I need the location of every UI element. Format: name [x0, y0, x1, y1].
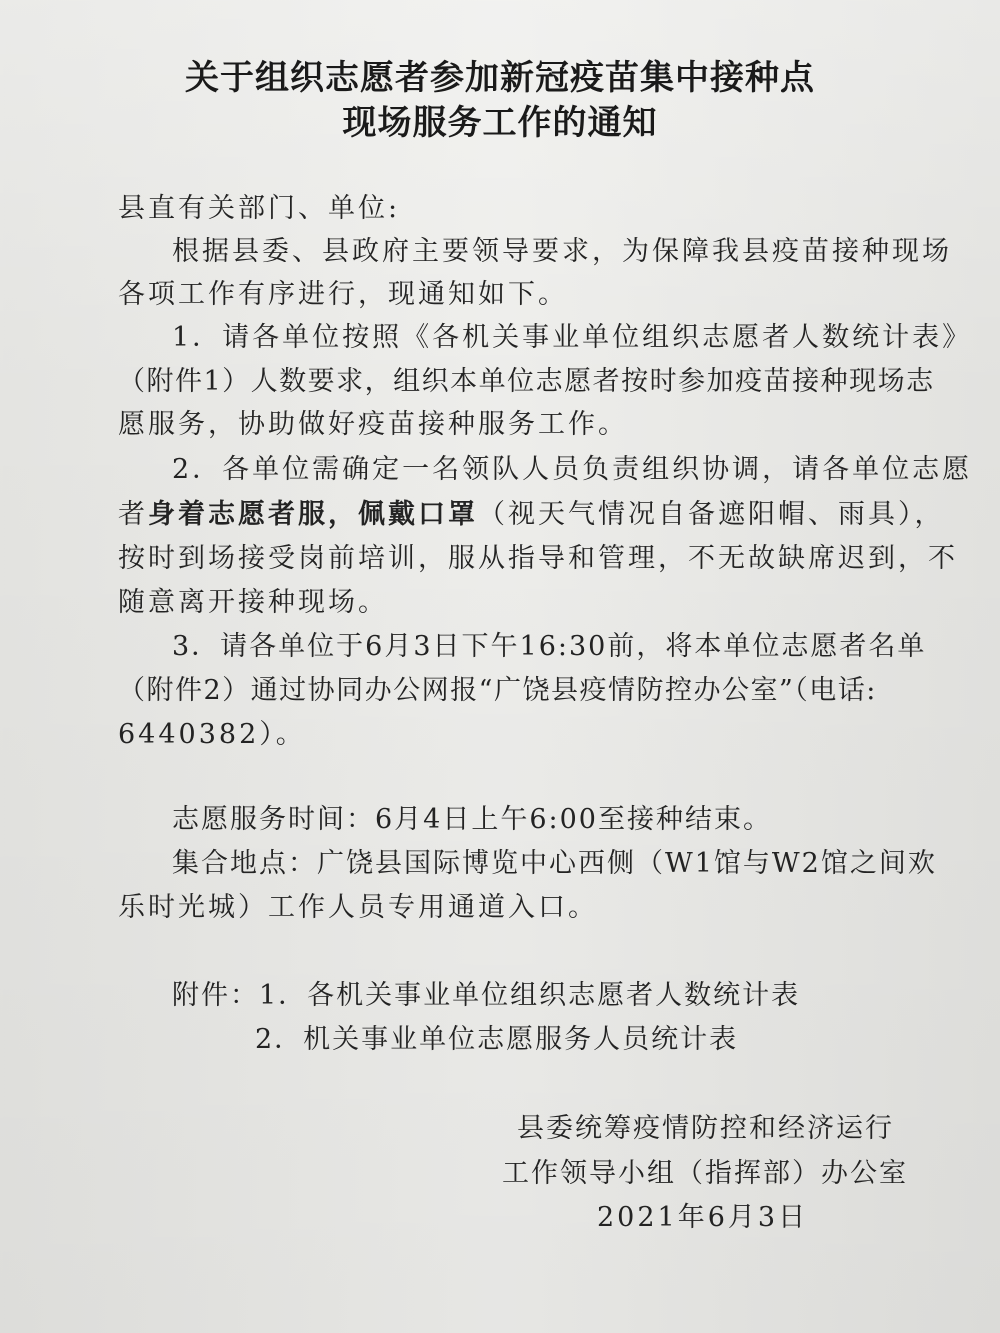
- attachments-line-2: 2．机关事业单位志愿服务人员统计表: [255, 1024, 739, 1055]
- item3-line-2: （附件2）通过协同办公网报“广饶县疫情防控办公室”（电话:: [118, 675, 877, 706]
- meeting-place-line-1: 集合地点：广饶县国际博览中心西侧（W1馆与W2馆之间欢: [172, 848, 937, 879]
- signature-date: 2021年6月3日: [597, 1202, 809, 1233]
- item1-line-3: 愿服务，协助做好疫苗接种服务工作。: [118, 409, 628, 440]
- item2-emphasis-text: 身着志愿者服，佩戴口罩: [148, 499, 478, 530]
- item2-line-1: 2．各单位需确定一名领队人员负责组织协调，请各单位志愿: [172, 454, 973, 485]
- intro-line-1: 根据县委、县政府主要领导要求，为保障我县疫苗接种现场: [172, 236, 952, 267]
- item1-line-2: （附件1）人数要求，组织本单位志愿者按时参加疫苗接种现场志: [118, 366, 935, 397]
- attachments-line-1: 附件：1．各机关事业单位组织志愿者人数统计表: [172, 980, 801, 1011]
- document-title-line-2: 现场服务工作的通知: [342, 103, 658, 143]
- item2-line-4: 随意离开接种现场。: [118, 587, 388, 618]
- document-title-line-1: 关于组织志愿者参加新冠疫苗集中接种点: [185, 58, 815, 98]
- salutation: 县直有关部门、单位:: [118, 193, 401, 224]
- item3-line-1: 3．请各单位于6月3日下午16:30前，将本单位志愿者名单: [172, 631, 927, 662]
- item2-line-3: 按时到场接受岗前培训，服从指导和管理，不无故缺席迟到，不: [118, 543, 958, 574]
- item2-line-2-tail: （视天气情况自备遮阳帽、雨具），: [478, 499, 945, 530]
- signature-office-line-1: 县委统筹疫情防控和经济运行: [517, 1113, 894, 1144]
- signature-office-line-2: 工作领导小组（指挥部）办公室: [502, 1158, 908, 1189]
- service-time: 志愿服务时间：6月4日上午6:00至接种结束。: [172, 804, 772, 835]
- item3-line-3: 6440382）。: [118, 719, 306, 750]
- item1-line-1: 1．请各单位按照《各机关事业单位组织志愿者人数统计表》: [172, 322, 973, 353]
- meeting-place-line-2: 乐时光城）工作人员专用通道入口。: [118, 892, 598, 923]
- intro-line-2: 各项工作有序进行，现通知如下。: [118, 279, 568, 310]
- item2-line-2-lead: 者: [118, 499, 148, 530]
- item2-line-2: [118, 492, 945, 531]
